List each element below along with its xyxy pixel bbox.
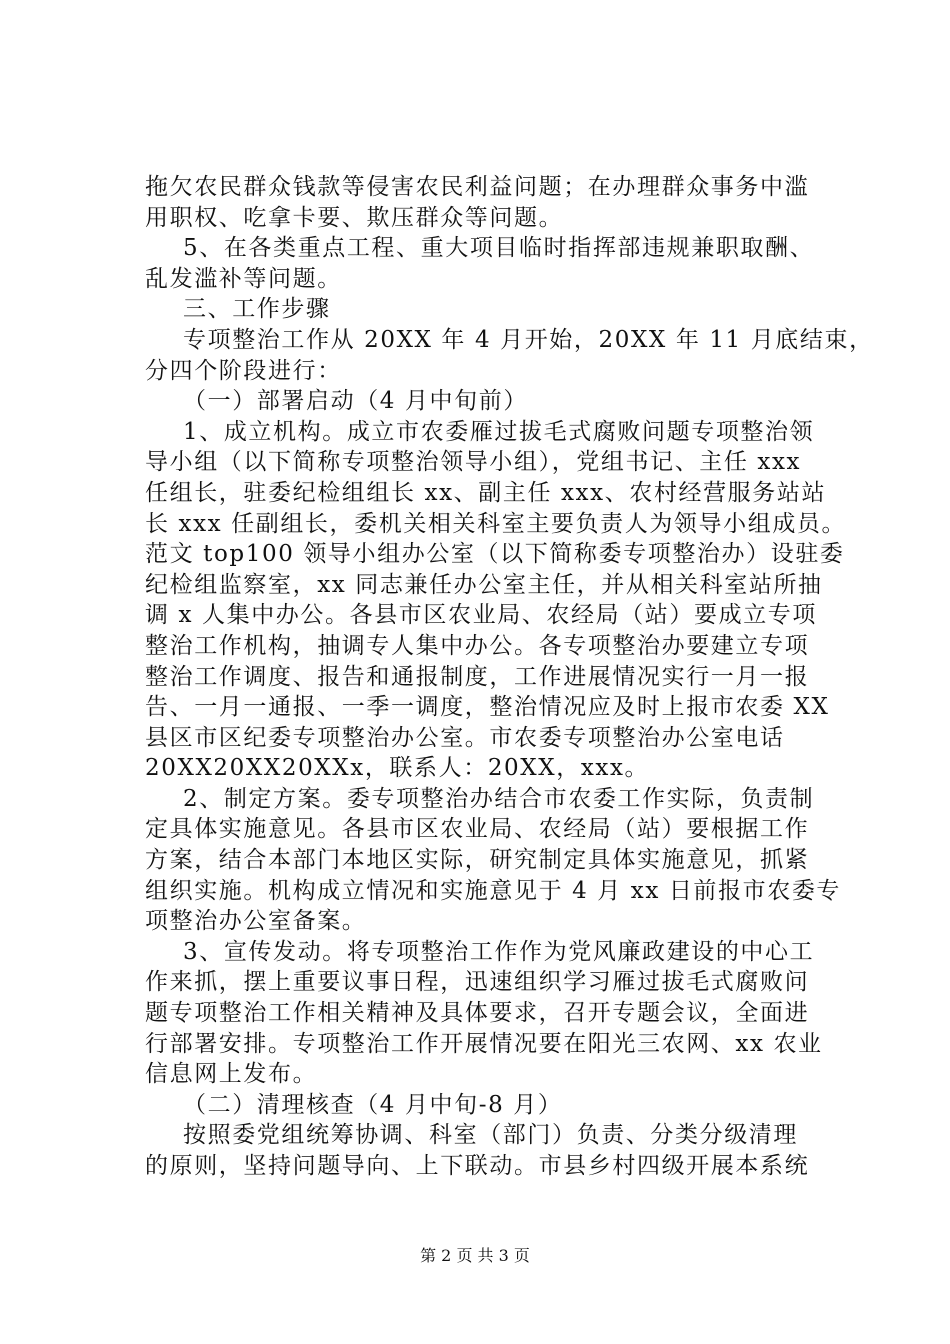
text-line: 3、宣传发动。将专项整治工作作为党风廉政建设的中心工 [183,938,815,965]
text-line: 定具体实施意见。各县市区农业局、农经局（站）要根据工作 [145,816,810,843]
text-line: 5、在各类重点工程、重大项目临时指挥部违规兼职取酬、 [183,235,815,262]
text-line: 题专项整治工作相关精神及具体要求，召开专题会议，全面进 [145,1000,810,1027]
text-line: 告、一月一通报、一季一调度，整治情况应及时上报市农委 XX [145,694,830,721]
text-line: 信息网上发布。 [145,1061,318,1088]
text-line: 用职权、吃拿卡要、欺压群众等问题。 [145,204,564,231]
text-line: 拖欠农民群众钱款等侵害农民利益问题；在办理群众事务中滥 [145,174,810,200]
text-line: 2、制定方案。委专项整治办结合市农委工作实际，负责制 [183,785,815,812]
text-line: 按照委党组统筹协调、科室（部门）负责、分类分级清理 [183,1122,798,1149]
text-line: 整治工作调度、报告和通报制度，工作进展情况实行一月一报 [145,663,810,690]
text-line: 县区市区纪委专项整治办公室。市农委专项整治办公室电话 [145,724,785,751]
text-line: （一）部署启动（4 月中旬前） [183,388,528,415]
text-line: 长 xxx 任副组长，委机关相关科室主要负责人为领导小组成员。 [145,510,847,537]
text-line: 20XX20XX20XXx，联系人：20XX，xxx。 [145,755,650,782]
text-line: 乱发滥补等问题。 [145,265,342,292]
document-body [145,172,874,1182]
text-line: 方案，结合本部门本地区实际，研究制定具体实施意见，抓紧 [145,847,810,874]
page-footer [0,1246,950,1266]
text-line: 范文 top100 领导小组办公室（以下简称委专项整治办）设驻委 [145,541,845,568]
text-line: 纪检组监察室，xx 同志兼任办公室主任，并从相关科室站所抽 [145,571,823,598]
text-line: 项整治办公室备案。 [145,908,367,935]
text-line: 任组长，驻委纪检组组长 xx、副主任 xxx、农村经营服务站站 [145,479,827,506]
page-number: 第 2 页 共 3 页 [420,1246,530,1265]
text-line: 行部署安排。专项整治工作开展情况要在阳光三农网、xx 农业 [145,1030,823,1057]
text-line: 专项整治工作从 20XX 年 4 月开始，20XX 年 11 月底结束， [183,326,874,353]
text-line: 的原则，坚持问题导向、上下联动。市县乡村四级开展本系统 [145,1153,810,1179]
text-line: 1、成立机构。成立市农委雁过拔毛式腐败问题专项整治领 [183,418,815,445]
text-line: 组织实施。机构成立情况和实施意见于 4 月 xx 日前报市农委专 [145,877,842,904]
text-line: 调 x 人集中办公。各县市区农业局、农经局（站）要成立专项 [145,602,817,629]
text-line: （二）清理核查（4 月中旬-8 月） [183,1091,563,1118]
text-line: 作来抓，摆上重要议事日程，迅速组织学习雁过拔毛式腐败问 [145,969,810,996]
text-line: 三、工作步骤 [183,296,331,323]
text-line: 分四个阶段进行： [145,357,342,384]
text-line: 整治工作机构，抽调专人集中办公。各专项整治办要建立专项 [145,632,810,659]
text-line: 导小组（以下简称专项整治领导小组），党组书记、主任 xxx [145,449,802,476]
